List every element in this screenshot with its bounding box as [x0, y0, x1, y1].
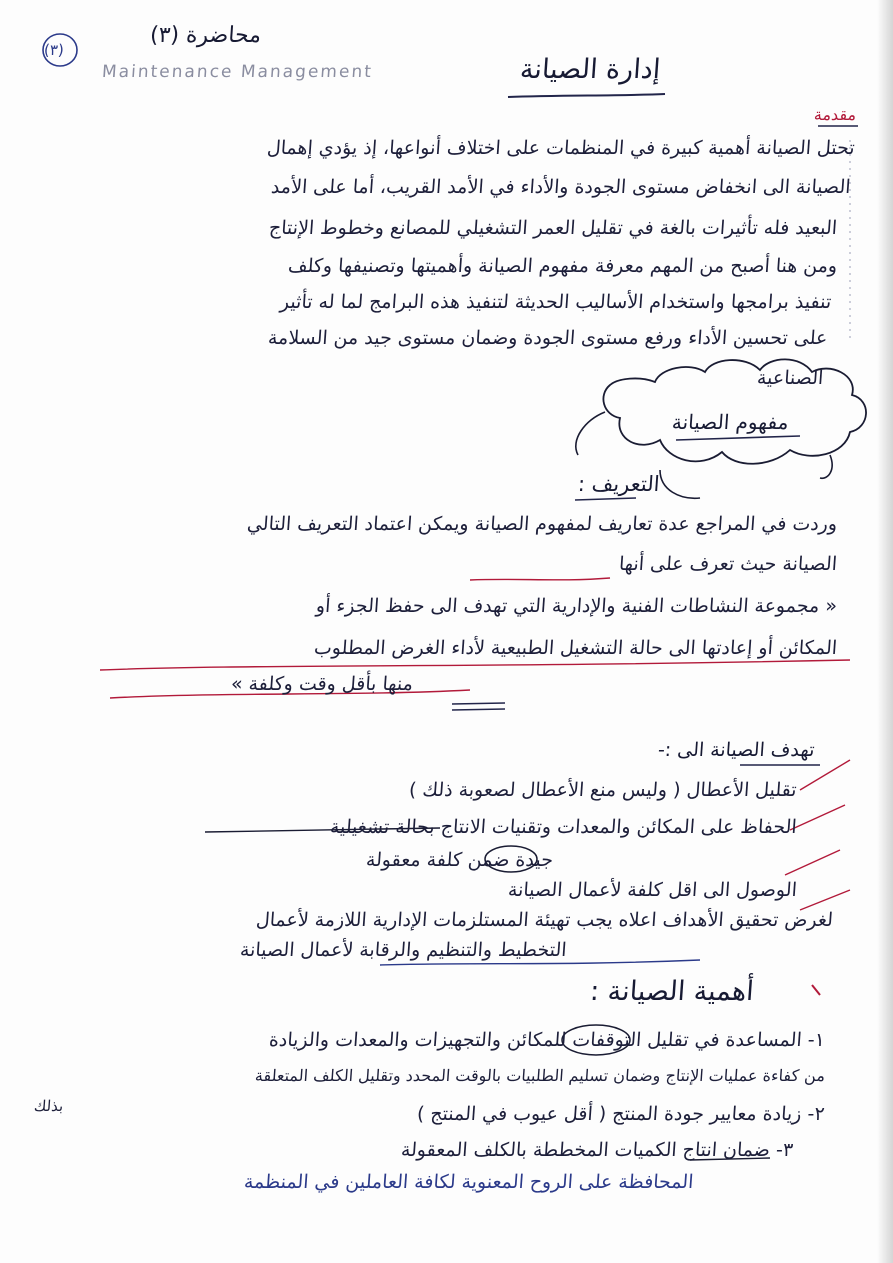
- goal-item: تقليل الأعطال ( وليس منع الأعطال لصعوبة ذلك ): [408, 779, 798, 801]
- lecture-label: محاضرة (٣): [149, 23, 262, 48]
- intro-line: تحتل الصيانة أهمية كبيرة في المنظمات على اختلاف أنواعها، إذ يؤدي إهمال: [266, 137, 856, 159]
- importance-item: ١- المساعدة في تقليل التوقفات للمكائن والتجهيزات والمعدات والزيادة: [268, 1029, 826, 1051]
- page-mark: (٣): [43, 41, 65, 59]
- goals-heading: تهدف الصيانة الى :-: [657, 739, 816, 761]
- definition-heading: التعريف :: [577, 472, 661, 496]
- intro-line: البعيد فله تأثيرات بالغة في تقليل العمر التشغيلي للمصانع وخطوط الإنتاج: [268, 217, 838, 239]
- definition-line: وردت في المراجع عدة تعاريف لمفهوم الصيانة ويمكن اعتماد التعريف التالي: [246, 513, 838, 535]
- goal-item: الوصول الى اقل كلفة لأعمال الصيانة: [507, 879, 798, 901]
- importance-item: ٣- ضمان انتاج الكميات المخططة بالكلف المعقولة: [400, 1139, 794, 1161]
- goals-closing-line: لغرض تحقيق الأهداف اعلاه يجب تهيئة المستلزمات الإدارية اللازمة لأعمال: [255, 909, 834, 931]
- page-title: إدارة الصيانة: [518, 54, 662, 85]
- importance-item: بذلك: [33, 1097, 64, 1115]
- intro-line: على تحسين الأداء ورفع مستوى الجودة وضمان مستوى جيد من السلامة: [266, 327, 828, 349]
- intro-line: الصيانة الى انخفاض مستوى الجودة والأداء في الأمد القريب، أما على الأمد: [270, 176, 852, 198]
- goal-item: الحفاظ على المكائن والمعدات وتقنيات الانتاج بحالة تشغيلية: [329, 816, 798, 838]
- intro-heading: مقدمة: [813, 105, 857, 124]
- goals-closing-line: التخطيط والتنظيم والرقابة لأعمال الصيانة: [239, 939, 568, 961]
- intro-line: الصناعية: [755, 367, 824, 389]
- title-underline: [508, 94, 665, 97]
- definition-line: منها بأقل وقت وكلفة »: [230, 673, 414, 695]
- importance-item: المحافظة على الروح المعنوية لكافة العاملين في المنظمة: [242, 1171, 694, 1193]
- importance-item: من كفاءة عمليات الإنتاج وضمان تسليم الطلبيات بالوقت المحدد وتقليل الكلف المتعلقة: [254, 1066, 826, 1085]
- english-subtitle: Maintenance Management: [101, 62, 374, 82]
- importance-item: ٢- زيادة معايير جودة المنتج ( أقل عيوب في المنتج ): [416, 1103, 826, 1125]
- intro-line: تنفيذ برامجها واستخدام الأساليب الحديثة لتنفيذ هذه البرامج لما له تأثير: [278, 291, 832, 313]
- definition-line: المكائن أو إعادتها الى حالة التشغيل الطبيعية لأداء الغرض المطلوب: [313, 637, 838, 659]
- definition-line: الصيانة حيث تعرف على أنها: [618, 553, 838, 575]
- page-edge-shadow: [877, 0, 893, 1263]
- cloud-title: مفهوم الصيانة: [671, 410, 790, 434]
- definition-line: « مجموعة النشاطات الفنية والإدارية التي تهدف الى حفظ الجزء أو: [315, 595, 838, 617]
- intro-line: ومن هنا أصبح من المهم معرفة مفهوم الصيانة وأهميتها وتصنيفها وكلف: [286, 255, 838, 277]
- goal-item: جيدة ضمن كلفة معقولة: [365, 849, 554, 871]
- importance-heading: أهمية الصيانة :: [588, 976, 755, 1007]
- definition-underline: [575, 498, 636, 500]
